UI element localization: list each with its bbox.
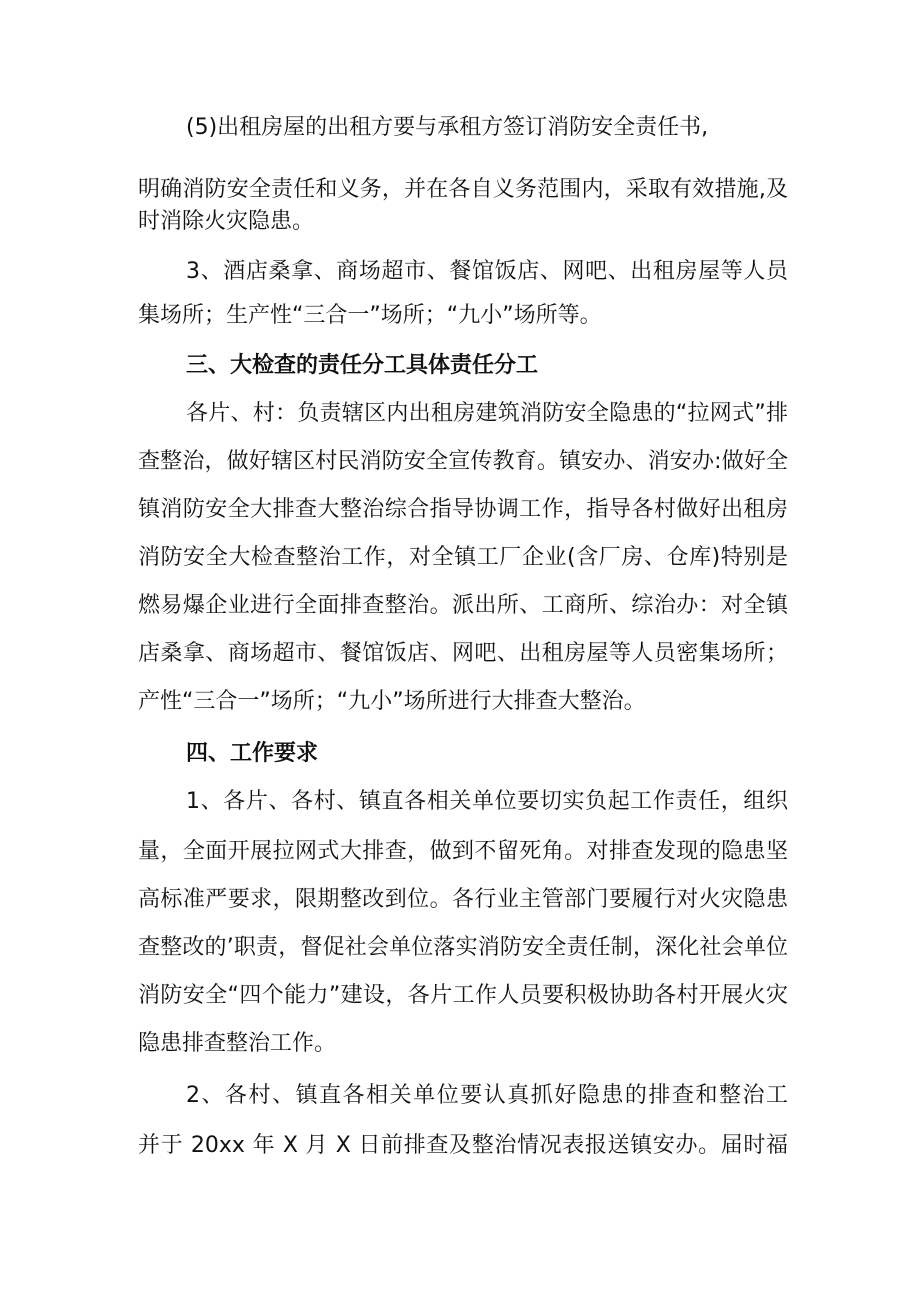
text-line-17: 高标准严要求，限期整改到位。各行业主管部门要履行对火灾隐患 [138, 887, 788, 912]
text-line-2: 明确消防安全责任和义务，并在各自义务范围内，采取有效措施,及 [138, 177, 788, 202]
section-heading-3: 三、大检查的责任分工具体责任分工 [186, 353, 539, 378]
text-line-13: 产性“三合一”场所；“九小”场所进行大排查大整治。 [138, 689, 646, 714]
text-line-5: 集场所；生产性“三合一”场所；“九小”场所等。 [138, 303, 602, 328]
text-line-8: 查整治，做好辖区村民消防安全宣传教育。镇安办、消安办:做好全 [138, 449, 788, 474]
text-line-18: 查整改的’职责，督促社会单位落实消防安全责任制，深化社会单位 [138, 935, 788, 960]
text-line-15: 1、各片、各村、镇直各相关单位要切实负起工作责任，组织 [186, 789, 788, 814]
text-line-3: 时消除火灾隐患。 [138, 209, 315, 234]
text-line-21: 2、各村、镇直各相关单位要认真抓好隐患的排查和整治工 [186, 1083, 788, 1108]
text-line-10: 消防安全大检查整治工作，对全镇工厂企业(含厂房、仓库)特别是 [138, 545, 788, 570]
text-line-11: 燃易爆企业进行全面排查整治。派出所、工商所、综治办：对全镇 [138, 593, 788, 618]
text-line-12: 店桑拿、商场超市、餐馆饭店、网吧、出租房屋等人员密集场所； [138, 641, 788, 666]
text-line-19: 消防安全“四个能力”建设，各片工作人员要积极协助各村开展火灾 [138, 983, 788, 1008]
text-line-7: 各片、村：负责辖区内出租房建筑消防安全隐患的“拉网式”排 [186, 401, 788, 426]
text-line-16: 量，全面开展拉网式大排查，做到不留死角。对排查发现的隐患坚 [138, 839, 788, 864]
text-line-22: 并于 20xx 年 X 月 X 日前排查及整治情况表报送镇安办。届时福 [138, 1133, 788, 1158]
text-line-4: 3、酒店桑拿、商场超市、餐馆饭店、网吧、出租房屋等人员 [186, 259, 788, 284]
text-line-20: 隐患排查整治工作。 [138, 1031, 337, 1056]
section-heading-4: 四、工作要求 [186, 741, 319, 766]
text-line-1: (5)出租房屋的出租方要与承租方签订消防安全责任书, [186, 115, 709, 140]
text-line-9: 镇消防安全大排查大整治综合指导协调工作，指导各村做好出租房 [138, 497, 788, 522]
